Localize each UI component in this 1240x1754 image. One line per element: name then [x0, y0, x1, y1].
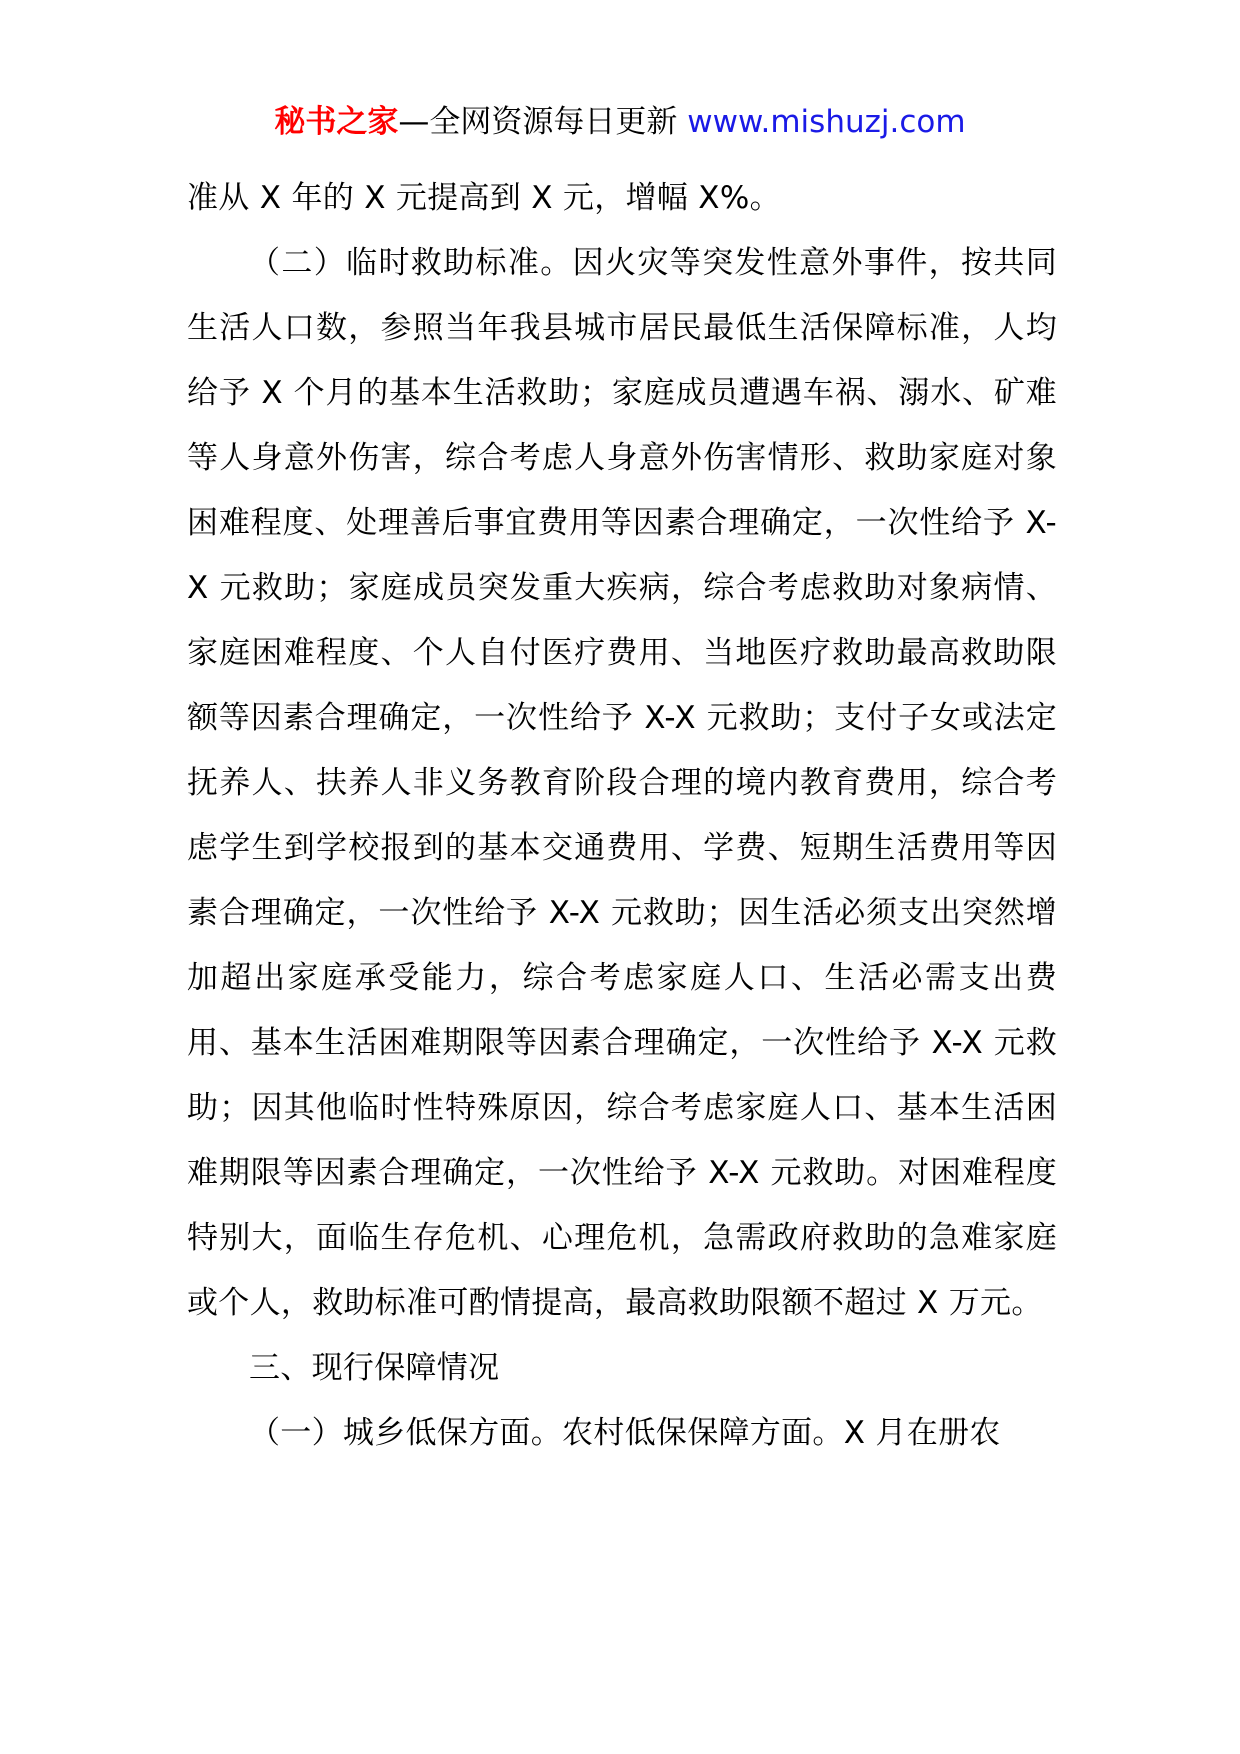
- header-slogan: —全网资源每日更新: [398, 104, 678, 140]
- document-body: [187, 166, 1057, 1466]
- site-header: [0, 100, 1240, 144]
- section-heading-current-situation: 三、现行保障情况: [249, 1350, 500, 1386]
- paragraph-urban-rural-subsistence: （一）城乡低保方面。农村低保保障方面。X 月在册农: [249, 1415, 1001, 1451]
- brand-name: 秘书之家: [274, 104, 399, 140]
- site-url-link[interactable]: www.mishuzj.com: [687, 104, 966, 140]
- paragraph-continuation: 准从 X 年的 X 元提高到 X 元，增幅 X%。: [187, 180, 781, 216]
- paragraph-temporary-assistance-standard: （二）临时救助标准。因火灾等突发性意外事件，按共同生活人口数，参照当年我县城市居民最低生活保障标准，人均给予 X 个月的基本生活救助；家庭成员遭遇车祸、溺水、矿难等人身意外伤害，综合考虑人身意外伤害情形、救助家庭对象困难程度、处理善后事宜费用等因素合理确定，一次性给予 X-X 元救助；家庭成员突发重大疾病，综合考虑救助对象病情、家庭困难程度、个人自付医疗费用、当地医疗救助最高救助限额等因素合理确定，一次性给予 X-X 元救助；支付子女或法定抚养人、扶养人非义务教育阶段合理的境内教育费用，综合考虑学生到学校报到的基本交通费用、学费、短期生活费用等因素合理确定，一次性给予 X-X 元救助；因生活必须支出突然增加超出家庭承受能力，综合考虑家庭人口、生活必需支出费用、基本生活困难期限等因素合理确定，一次性给予 X-X 元救助；因其他临时性特殊原因，综合考虑家庭人口、基本生活困难期限等因素合理确定，一次性给予 X-X 元救助。对困难程度特别大，面临生存危机、心理危机，急需政府救助的急难家庭或个人，救助标准可酌情提高，最高救助限额不超过 X 万元。: [187, 245, 1057, 1321]
